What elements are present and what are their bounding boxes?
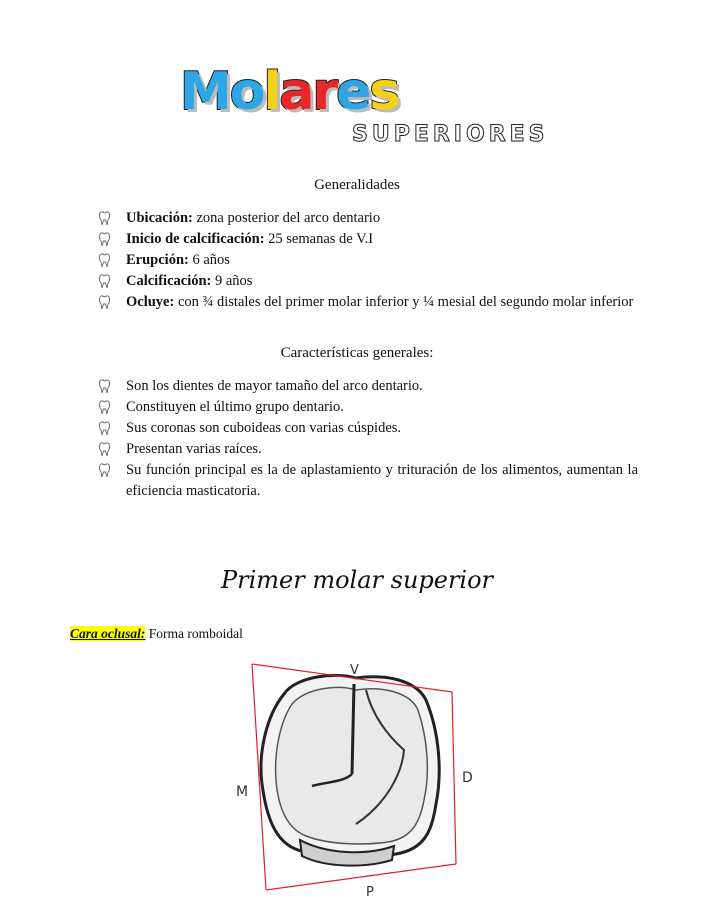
item-text: zona posterior del arco dentario xyxy=(192,210,381,226)
caracteristicas-item xyxy=(98,397,638,418)
generalidades-item xyxy=(98,208,638,229)
caracteristicas-item xyxy=(98,460,638,502)
cara-oclusal-text: Forma romboidal xyxy=(145,626,243,641)
label-bottom: P xyxy=(366,885,374,900)
tooth-bullet-icon xyxy=(98,295,111,310)
tooth-bullet-icon xyxy=(98,379,111,394)
item-text: Presentan varias raíces. xyxy=(126,441,262,457)
item-label: Inicio de calcificación: xyxy=(126,231,265,247)
title-letter: e xyxy=(336,62,370,122)
item-text: con ¾ distales del primer molar inferior y ¼ mesial del segundo molar inferior xyxy=(174,294,634,310)
occlusal-molar-figure xyxy=(226,654,486,900)
item-text: 6 años xyxy=(188,252,230,268)
tooth-bullet-icon xyxy=(98,442,111,457)
item-text: Constituyen el último grupo dentario. xyxy=(126,399,344,415)
label-top: V xyxy=(350,663,359,678)
caracteristicas-heading: Características generales: xyxy=(280,345,434,361)
title-subtitle: SUPERIORES xyxy=(352,122,549,147)
tooth-bullet-icon xyxy=(98,421,111,436)
caracteristicas-item xyxy=(98,439,638,460)
title-letter: l xyxy=(263,62,280,122)
caracteristicas-item xyxy=(98,418,638,439)
generalidades-item xyxy=(98,229,638,250)
tooth-bullet-icon xyxy=(98,211,111,226)
molar-groove-vertical xyxy=(352,684,354,774)
title-letter: a xyxy=(279,62,313,122)
item-label: Ocluye: xyxy=(126,294,175,310)
generalidades-list xyxy=(98,208,638,313)
page-title xyxy=(180,62,600,162)
title-main xyxy=(180,62,398,122)
tooth-bullet-icon xyxy=(98,274,111,289)
item-text: 9 años xyxy=(211,273,253,289)
generalidades-item xyxy=(98,250,638,271)
caracteristicas-list xyxy=(98,376,638,502)
cara-oclusal-label: Cara oclusal: xyxy=(70,626,146,641)
label-right: D xyxy=(462,770,473,786)
title-letter: o xyxy=(229,62,264,122)
caracteristicas-item xyxy=(98,376,638,397)
item-text: Son los dientes de mayor tamaño del arco dentario. xyxy=(126,378,423,394)
title-letter: r xyxy=(312,62,337,122)
red-guide-right xyxy=(452,692,456,864)
generalidades-item xyxy=(98,292,638,313)
item-text: Sus coronas son cuboideas con varias cúspides. xyxy=(126,420,402,436)
red-guide-bottom xyxy=(266,864,456,890)
title-letter: s xyxy=(369,62,399,122)
generalidades-item xyxy=(98,271,638,292)
section-title: Primer molar superior xyxy=(220,566,494,594)
tooth-bullet-icon xyxy=(98,232,111,247)
generalidades-heading: Generalidades xyxy=(314,177,400,193)
tooth-bullet-icon xyxy=(98,463,111,478)
cara-oclusal-line xyxy=(70,626,243,642)
item-label: Calcificación: xyxy=(126,273,212,289)
tooth-bullet-icon xyxy=(98,400,111,415)
item-text: Su función principal es la de aplastamiento y trituración de los alimentos, aumentan la eficiencia masticatoria. xyxy=(126,462,638,499)
item-label: Ubicación: xyxy=(126,210,193,226)
item-label: Erupción: xyxy=(126,252,189,268)
tooth-bullet-icon xyxy=(98,253,111,268)
title-letter: M xyxy=(180,62,230,122)
item-text: 25 semanas de V.I xyxy=(264,231,374,247)
label-left: M xyxy=(236,784,249,800)
